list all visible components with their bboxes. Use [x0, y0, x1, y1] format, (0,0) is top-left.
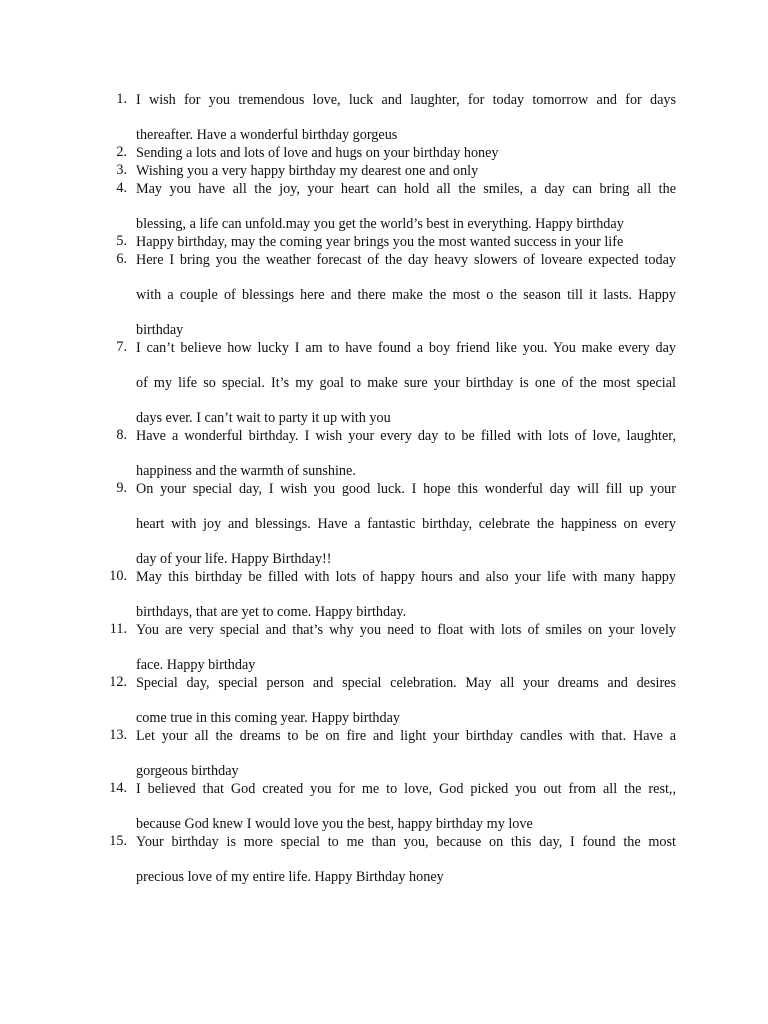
list-item-text-line: face. Happy birthday [136, 657, 256, 673]
list-item-text-line: You are very special and that’s why you need to float with lots of smiles on your lovely [136, 622, 676, 638]
list-item [0, 339, 676, 427]
list-item-text-line: days ever. I can’t wait to party it up with you [136, 410, 391, 426]
list-item-text-line: I can’t believe how lucky I am to have found a boy friend like you. You make every day [136, 340, 676, 356]
list-item-text-line: with a couple of blessings here and there make the most o the season till it lasts. Happy [136, 287, 676, 303]
list-item-text-line: day of your life. Happy Birthday!! [136, 551, 332, 567]
list-item-text-line: thereafter. Have a wonderful birthday gorgeus [136, 127, 398, 143]
list-item-text-line: I believed that God created you for me to love, God picked you out from all the rest,, [136, 781, 676, 797]
list-item-text-line: Let your all the dreams to be on fire and light your birthday candles with that. Have a [136, 728, 676, 744]
list-item [0, 251, 676, 339]
list-item-number: 5. [116, 233, 127, 249]
birthday-wishes-list [0, 91, 768, 886]
list-item-text-line: precious love of my entire life. Happy Birthday honey [136, 869, 444, 885]
list-item-number: 1. [116, 91, 127, 107]
list-item [0, 162, 676, 180]
list-item-number: 8. [116, 427, 127, 443]
list-item [0, 91, 676, 144]
list-item-number: 2. [116, 144, 127, 160]
list-item-text-line: Your birthday is more special to me than you, because on this day, I found the most [136, 834, 676, 850]
list-item-text-line: blessing, a life can unfold.may you get the world’s best in everything. Happy birthday [136, 216, 624, 232]
list-item-text-line: come true in this coming year. Happy birthday [136, 710, 400, 726]
list-item-text-line: heart with joy and blessings. Have a fantastic birthday, celebrate the happiness on every [136, 516, 676, 532]
list-item [0, 674, 676, 727]
list-item-text-line: May this birthday be filled with lots of happy hours and also your life with many happy [136, 569, 676, 585]
list-item [0, 427, 676, 480]
list-item-text-line: On your special day, I wish you good luck. I hope this wonderful day will fill up your [136, 481, 676, 497]
list-item-number: 7. [116, 339, 127, 355]
list-item-number: 4. [116, 180, 127, 196]
list-item-text-line: birthdays, that are yet to come. Happy birthday. [136, 604, 407, 620]
list-item-text-line: because God knew I would love you the best, happy birthday my love [136, 816, 533, 832]
list-item [0, 833, 676, 886]
list-item-number: 13. [109, 727, 127, 743]
list-item-number: 14. [109, 780, 127, 796]
list-item [0, 233, 676, 251]
list-item-number: 15. [109, 833, 127, 849]
list-item [0, 727, 676, 780]
list-item [0, 621, 676, 674]
list-item-text-line: Sending a lots and lots of love and hugs on your birthday honey [136, 145, 499, 161]
list-item-text-line: Special day, special person and special celebration. May all your dreams and desires [136, 675, 676, 691]
list-item-number: 12. [109, 674, 127, 690]
list-item-number: 9. [116, 480, 127, 496]
list-item-text-line: Have a wonderful birthday. I wish your every day to be filled with lots of love, laughter, [136, 428, 676, 444]
list-item [0, 180, 676, 233]
list-item-number: 11. [109, 621, 127, 637]
list-item-text-line: birthday [136, 322, 184, 338]
list-item-text-line: happiness and the warmth of sunshine. [136, 463, 356, 479]
list-item-text-line: of my life so special. It’s my goal to make sure your birthday is one of the most special [136, 375, 676, 391]
list-item-text-line: May you have all the joy, your heart can hold all the smiles, a day can bring all the [136, 181, 676, 197]
list-item [0, 568, 676, 621]
list-item-number: 6. [116, 251, 127, 267]
list-item [0, 780, 676, 833]
list-item-number: 10. [109, 568, 127, 584]
list-item [0, 144, 676, 162]
list-item-text-line: Happy birthday, may the coming year brings you the most wanted success in your life [136, 234, 624, 250]
list-item-text-line: I wish for you tremendous love, luck and laughter, for today tomorrow and for days [136, 92, 676, 108]
list-item-number: 3. [116, 162, 127, 178]
list-item-text-line: Wishing you a very happy birthday my dearest one and only [136, 163, 479, 179]
list-item-text-line: Here I bring you the weather forecast of the day heavy slowers of loveare expected today [136, 252, 676, 268]
list-item-text-line: gorgeous birthday [136, 763, 239, 779]
list-item [0, 480, 676, 568]
